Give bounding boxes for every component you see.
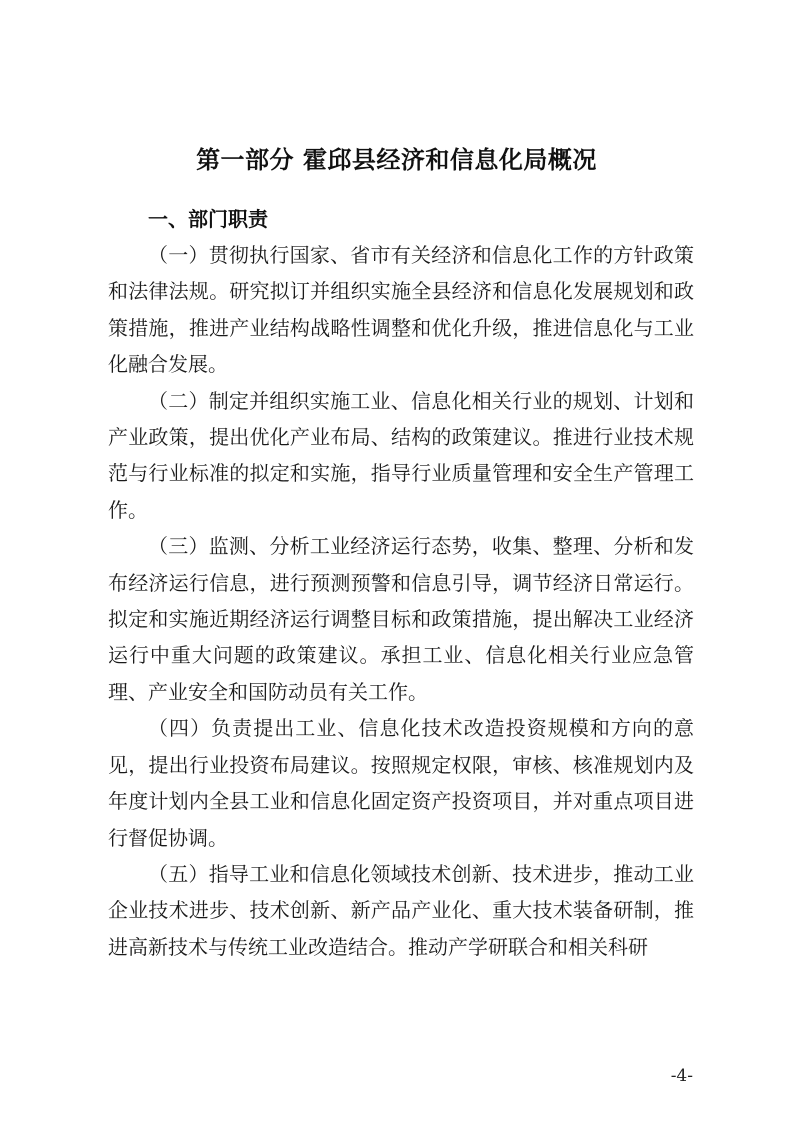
paragraph-3: （三）监测、分析工业经济运行态势，收集、整理、分析和发布经济运行信息，进行预测预警和信息引导，调节经济日常运行。拟定和实施近期经济运行调整目标和政策措施，提出解决工业经济运行中重大问题的政策建议。承担工业、信息化相关行业应急管理、产业安全和国防动员有关工作。 bbox=[108, 534, 694, 704]
page-title: 第一部分 霍邱县经济和信息化局概况 bbox=[196, 146, 597, 174]
paragraph-5: （五）指导工业和信息化领域技术创新、技术进步，推动工业企业技术进步、技术创新、新产品产业化、重大技术装备研制，推进高新技术与传统工业改造结合。推动产学研联合和相关科研 bbox=[108, 861, 694, 959]
body-text bbox=[108, 237, 694, 965]
page-number: -4- bbox=[670, 1066, 693, 1086]
paragraph-4: （四）负责提出工业、信息化技术改造投资规模和方向的意见，提出行业投资布局建议。按照规定权限，审核、核准规划内及年度计划内全县工业和信息化固定资产投资项目，并对重点项目进行督促协调。 bbox=[108, 716, 694, 850]
section-heading: 一、部门职责 bbox=[148, 207, 268, 231]
paragraph-1: （一）贯彻执行国家、省市有关经济和信息化工作的方针政策和法律法规。研究拟订并组织实施全县经济和信息化发展规划和政策措施，推进产业结构战略性调整和优化升级，推进信息化与工业化融合发展。 bbox=[108, 243, 694, 377]
paragraph-2: （二）制定并组织实施工业、信息化相关行业的规划、计划和产业政策，提出优化产业布局、结构的政策建议。推进行业技术规范与行业标准的拟定和实施，指导行业质量管理和安全生产管理工作。 bbox=[108, 388, 694, 522]
